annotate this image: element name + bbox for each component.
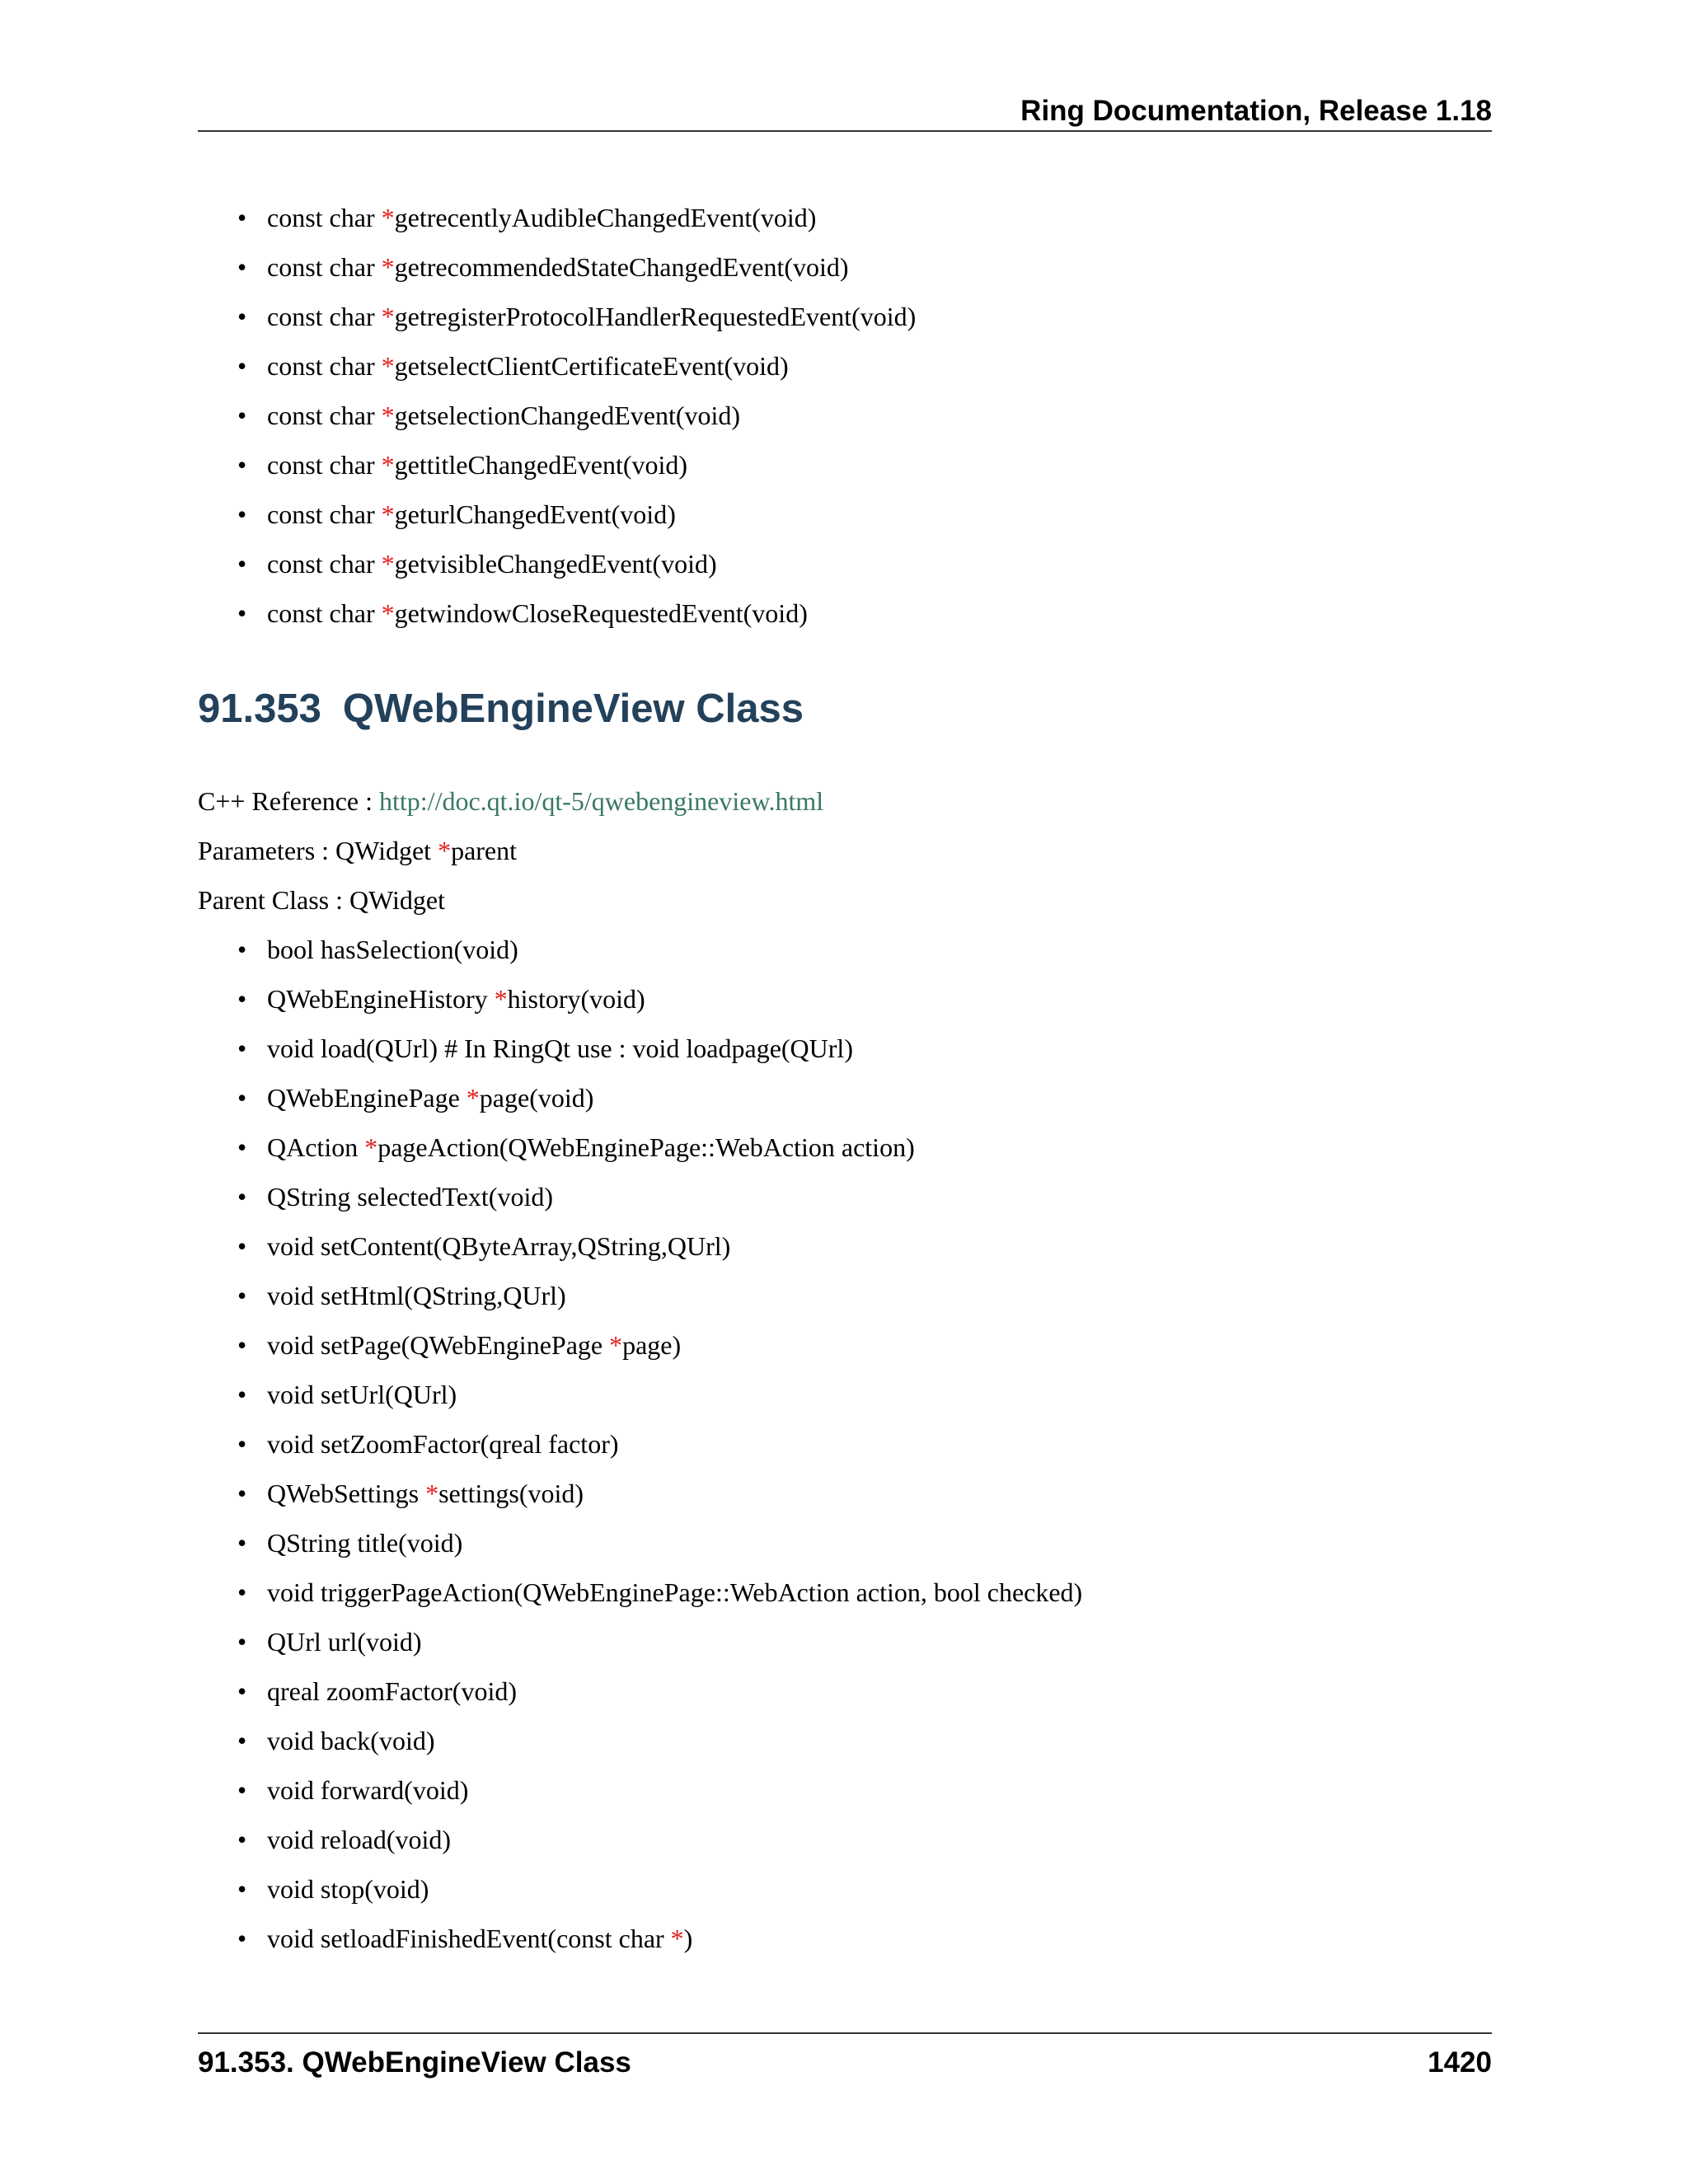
signature-prefix: void setHtml(QString,QUrl): [267, 1281, 566, 1310]
pointer-star: *: [670, 1924, 684, 1953]
signature-prefix: QWebSettings: [267, 1479, 426, 1508]
signature-suffix: getrecentlyAudibleChangedEvent(void): [394, 203, 817, 232]
signature-prefix: QAction: [267, 1132, 365, 1162]
signature-suffix: history(void): [507, 984, 645, 1014]
list-item-text: [267, 1370, 457, 1419]
list-item-text: [267, 1073, 593, 1122]
signature-suffix: pageAction(QWebEnginePage::WebAction action): [377, 1132, 915, 1162]
signature-prefix: const char: [267, 351, 382, 381]
list-item-text: [267, 1864, 429, 1914]
list-item-text: [267, 1914, 692, 1963]
list-item-text: [267, 1716, 435, 1765]
bullet-icon: •: [237, 935, 247, 964]
parent-class-line: [198, 875, 445, 925]
list-item-text: [267, 539, 717, 588]
bullet-icon: •: [237, 1330, 247, 1360]
signature-prefix: QString selectedText(void): [267, 1182, 553, 1212]
bullet-icon: •: [237, 252, 247, 282]
list-item-text: [267, 490, 676, 539]
pointer-star: *: [381, 549, 395, 579]
bullet-icon: •: [237, 401, 247, 430]
bullet-icon: •: [237, 1775, 247, 1805]
signature-prefix: const char: [267, 302, 382, 331]
pointer-star: *: [494, 984, 508, 1014]
page-header: [198, 92, 1492, 132]
bullet-icon: •: [237, 1281, 247, 1310]
bullet-icon: •: [237, 1825, 247, 1854]
list-item-text: [267, 1024, 853, 1073]
signature-prefix: void setloadFinishedEvent(const char: [267, 1924, 671, 1953]
pointer-star: *: [381, 450, 395, 480]
signature-suffix: getselectionChangedEvent(void): [394, 401, 741, 430]
list-item-text: [267, 1419, 619, 1469]
signature-prefix: QWebEngineHistory: [267, 984, 495, 1014]
signature-prefix: QString title(void): [267, 1528, 463, 1558]
pointer-star: *: [466, 1083, 480, 1113]
signature-suffix: page(void): [479, 1083, 594, 1113]
signature-prefix: const char: [267, 401, 382, 430]
pointer-star: *: [381, 252, 395, 282]
signature-suffix: page): [622, 1330, 682, 1360]
list-item-text: [267, 440, 687, 490]
cpp-reference-link[interactable]: http://doc.qt.io/qt-5/qwebengineview.html: [379, 786, 824, 816]
bullet-icon: •: [237, 351, 247, 381]
list-item-text: [267, 974, 645, 1024]
signature-prefix: const char: [267, 450, 382, 480]
signature-prefix: void load(QUrl) # In RingQt use : void loadpage(QUrl): [267, 1033, 853, 1063]
list-item-text: [267, 588, 808, 638]
bullet-icon: •: [237, 984, 247, 1014]
footer-section: 91.353. QWebEngineView Class: [198, 2046, 631, 2079]
list-item-text: [267, 1271, 566, 1320]
parameters-name: parent: [451, 836, 518, 865]
signature-prefix: const char: [267, 252, 382, 282]
signature-prefix: const char: [267, 499, 382, 529]
signature-prefix: QWebEnginePage: [267, 1083, 467, 1113]
bullet-icon: •: [237, 1528, 247, 1558]
pointer-star: *: [381, 499, 395, 529]
list-item-text: [267, 292, 916, 341]
signature-prefix: const char: [267, 549, 382, 579]
cpp-reference: [198, 776, 823, 826]
pointer-star: *: [425, 1479, 439, 1508]
signature-suffix: ): [683, 1924, 693, 1953]
list-item-text: [267, 1666, 517, 1716]
signature-suffix: getwindowCloseRequestedEvent(void): [394, 598, 808, 628]
footer-page-number: 1420: [1428, 2046, 1492, 2079]
list-item-text: [267, 1815, 451, 1864]
list-item-text: [267, 242, 849, 292]
bullet-icon: •: [237, 1083, 247, 1113]
section-heading: [198, 682, 804, 735]
bullet-icon: •: [237, 1577, 247, 1607]
list-item-text: [267, 391, 740, 440]
page-footer: [198, 2032, 1492, 2085]
bullet-icon: •: [237, 302, 247, 331]
pointer-star: *: [609, 1330, 623, 1360]
bullet-icon: •: [237, 598, 247, 628]
signature-suffix: settings(void): [438, 1479, 584, 1508]
bullet-icon: •: [237, 1676, 247, 1706]
signature-prefix: void back(void): [267, 1726, 435, 1755]
signature-prefix: bool hasSelection(void): [267, 935, 518, 964]
pointer-star: *: [381, 351, 395, 381]
signature-suffix: getregisterProtocolHandlerRequestedEvent(void): [394, 302, 917, 331]
pointer-star: *: [364, 1132, 378, 1162]
bullet-icon: •: [237, 1429, 247, 1459]
signature-prefix: void stop(void): [267, 1874, 429, 1904]
bullet-icon: •: [237, 450, 247, 480]
bullet-icon: •: [237, 1380, 247, 1409]
list-item-text: [267, 1469, 584, 1518]
signature-suffix: getselectClientCertificateEvent(void): [394, 351, 789, 381]
cpp-reference-label: C++ Reference :: [198, 786, 379, 816]
parameters-line: [198, 826, 517, 875]
signature-suffix: geturlChangedEvent(void): [394, 499, 676, 529]
signature-prefix: const char: [267, 203, 382, 232]
bullet-icon: •: [237, 1924, 247, 1953]
list-item-text: [267, 1765, 468, 1815]
signature-prefix: void setUrl(QUrl): [267, 1380, 457, 1409]
parameters-label: Parameters : QWidget: [198, 836, 438, 865]
bullet-icon: •: [237, 1182, 247, 1212]
pointer-star: *: [381, 401, 395, 430]
list-item-text: [267, 1320, 681, 1370]
pointer-star: *: [381, 598, 395, 628]
pointer-star: *: [381, 203, 395, 232]
document-title: Ring Documentation, Release 1.18: [1020, 95, 1492, 127]
bullet-icon: •: [237, 203, 247, 232]
signature-prefix: void reload(void): [267, 1825, 452, 1854]
bullet-icon: •: [237, 549, 247, 579]
bullet-icon: •: [237, 499, 247, 529]
list-item-text: [267, 1172, 553, 1221]
signature-prefix: void forward(void): [267, 1775, 469, 1805]
list-item-text: [267, 1568, 1082, 1617]
pointer-star: *: [438, 836, 452, 865]
bullet-icon: •: [237, 1874, 247, 1904]
signature-suffix: getvisibleChangedEvent(void): [394, 549, 717, 579]
signature-prefix: qreal zoomFactor(void): [267, 1676, 517, 1706]
parent-class-text: Parent Class : QWidget: [198, 885, 445, 915]
list-item-text: [267, 193, 816, 242]
bullet-icon: •: [237, 1033, 247, 1063]
bullet-icon: •: [237, 1726, 247, 1755]
signature-prefix: const char: [267, 598, 382, 628]
list-item-text: [267, 1617, 422, 1666]
signature-suffix: gettitleChangedEvent(void): [394, 450, 688, 480]
signature-prefix: void setZoomFactor(qreal factor): [267, 1429, 619, 1459]
bullet-icon: •: [237, 1479, 247, 1508]
signature-prefix: void setPage(QWebEnginePage: [267, 1330, 610, 1360]
list-item-text: [267, 1221, 730, 1271]
list-item-text: [267, 1122, 915, 1172]
section-title: QWebEngineView Class: [342, 687, 804, 731]
signature-prefix: QUrl url(void): [267, 1627, 422, 1657]
signature-suffix: getrecommendedStateChangedEvent(void): [394, 252, 849, 282]
bullet-icon: •: [237, 1132, 247, 1162]
bullet-icon: •: [237, 1231, 247, 1261]
signature-prefix: void setContent(QByteArray,QString,QUrl): [267, 1231, 731, 1261]
bullet-icon: •: [237, 1627, 247, 1657]
list-item-text: [267, 925, 518, 974]
section-number: 91.353: [198, 687, 321, 731]
signature-prefix: void triggerPageAction(QWebEnginePage::WebAction action, bool checked): [267, 1577, 1083, 1607]
pointer-star: *: [381, 302, 395, 331]
list-item-text: [267, 1518, 462, 1568]
list-item-text: [267, 341, 789, 391]
